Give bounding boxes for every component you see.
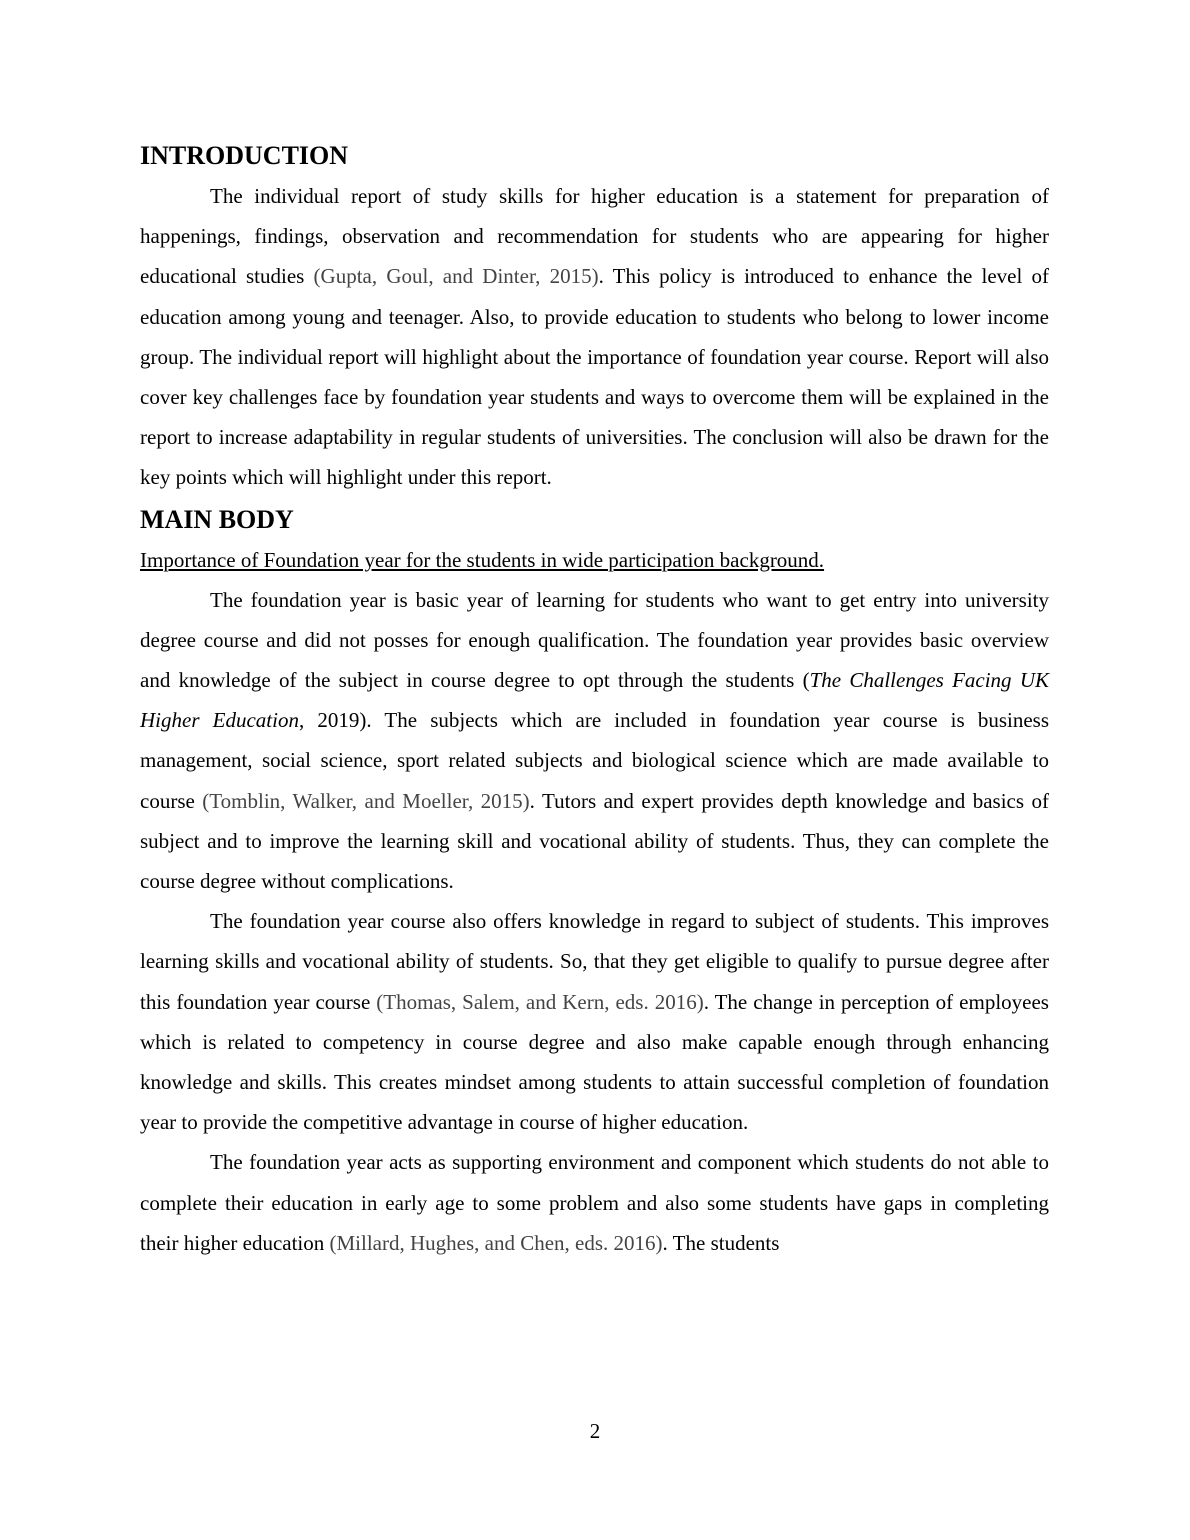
text-run: . The students [662,1230,780,1255]
citation: (Tomblin, Walker, and Moeller, 2015) [202,788,530,813]
text-run: , 2019). The subjects which are included in foundation year course is business management, social science, sport related subjects and biological science which are made available to course [140,708,1050,813]
introduction-paragraph [140,176,1049,498]
citation: (Thomas, Salem, and Kern, eds. 2016) [376,989,704,1014]
document-page [140,138,1049,1263]
text-run: The foundation year is basic year of learning for students who want to get entry into university degree course and did not posses for enough qualification. The foundation year provides basic overview and knowledge of the subject in course degree to opt through the students ( [140,587,1049,693]
italic-title: The Challenges Facing UK Higher Education [140,668,1049,733]
body-paragraph-1 [140,580,1049,902]
body-paragraph-3 [140,1142,1049,1263]
citation: (Gupta, Goul, and Dinter, 2015) [313,264,599,289]
text-run: . Tutors and expert provides depth knowledge and basics of subject and to improve the learning skill and vocational ability of students. Thus, they can complete the course degree without complications. [140,788,1049,894]
text-run: The foundation year acts as supporting environment and component which students do not able to complete their education in early age to some problem and also some students have gaps in completing their higher education [140,1150,1049,1255]
introduction-heading: INTRODUCTION [140,141,349,170]
body-paragraph-2 [140,901,1049,1142]
main-body-heading: MAIN BODY [140,504,294,534]
citation: (Millard, Hughes, and Chen, eds. 2016) [329,1230,663,1255]
text-run: . The change in perception of employees which is related to competency in course degree and also make capable enough through enhancing knowledge and skills. This creates mindset among students to attain successful completion of foundation year to provide the competitive advantage in course of higher education. [140,989,1049,1135]
section-subheading: Importance of Foundation year for the students in wide participation background. [140,547,825,572]
text-run: The foundation year course also offers knowledge in regard to subject of students. This improves learning skills and vocational ability of students. So, that they get eligible to qualify to pursue degree after this foundation year course [140,909,1049,1014]
text-run: The individual report of study skills for higher education is a statement for preparation of happenings, findings, observation and recommendation for students who are appearing for higher educational studies [140,184,1049,289]
text-run: . This policy is introduced to enhance the level of education among young and teenager. Also, to provide education to students who belong to lower income group. The individual report will highlight about the importance of foundation year course. Report will also cover key challenges face by foundation year students and ways to overcome them will be explained in the report to increase adaptability in regular students of universities. The conclusion will also be drawn for the key points which will highlight under this report. [140,264,1050,490]
page-number: 2 [589,1419,601,1443]
